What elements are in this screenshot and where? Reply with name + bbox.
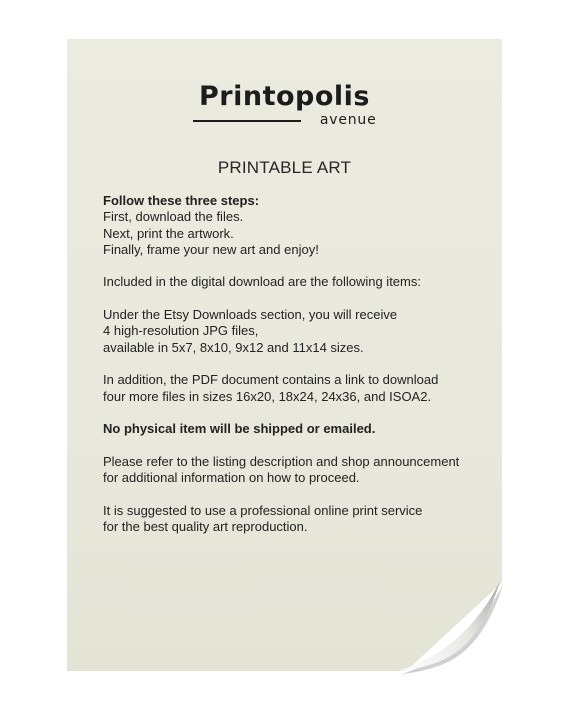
etsy-line: Under the Etsy Downloads section, you will receive <box>103 307 398 323</box>
logo-rule <box>193 120 301 122</box>
logo-subline <box>193 112 377 130</box>
refer-section <box>103 454 493 487</box>
pdf-section <box>103 372 493 405</box>
pdf-line: In addition, the PDF document contains a link to download <box>103 372 439 388</box>
etsy-section <box>103 307 493 356</box>
notice-section <box>103 421 493 437</box>
pdf-line: four more files in sizes 16x20, 18x24, 24x36, and ISOA2. <box>103 388 432 404</box>
included-section <box>103 274 493 290</box>
etsy-line: 4 high-resolution JPG files, <box>103 323 259 339</box>
refer-line: for additional information on how to proceed. <box>103 470 360 486</box>
step-line: First, download the files. <box>103 209 244 225</box>
suggest-section <box>103 503 493 536</box>
logo <box>67 82 502 130</box>
logo-name: Printopolis <box>199 81 370 112</box>
page-curl-icon <box>395 575 505 675</box>
suggest-line: for the best quality art reproduction. <box>103 518 308 534</box>
step-line: Finally, frame your new art and enjoy! <box>103 241 319 257</box>
notice-text: No physical item will be shipped or emailed. <box>103 421 376 437</box>
suggest-line: It is suggested to use a professional online print service <box>103 502 423 518</box>
logo-subtitle: avenue <box>319 112 377 128</box>
etsy-line: available in 5x7, 8x10, 9x12 and 11x14 sizes. <box>103 339 364 355</box>
included-text: Included in the digital download are the following items: <box>103 274 421 290</box>
steps-heading: Follow these three steps: <box>103 193 260 208</box>
refer-line: Please refer to the listing description and shop announcement <box>103 453 460 469</box>
page-title: PRINTABLE ART <box>217 158 352 177</box>
instructions-body <box>103 193 493 552</box>
step-line: Next, print the artwork. <box>103 225 234 241</box>
steps-section <box>103 193 493 258</box>
